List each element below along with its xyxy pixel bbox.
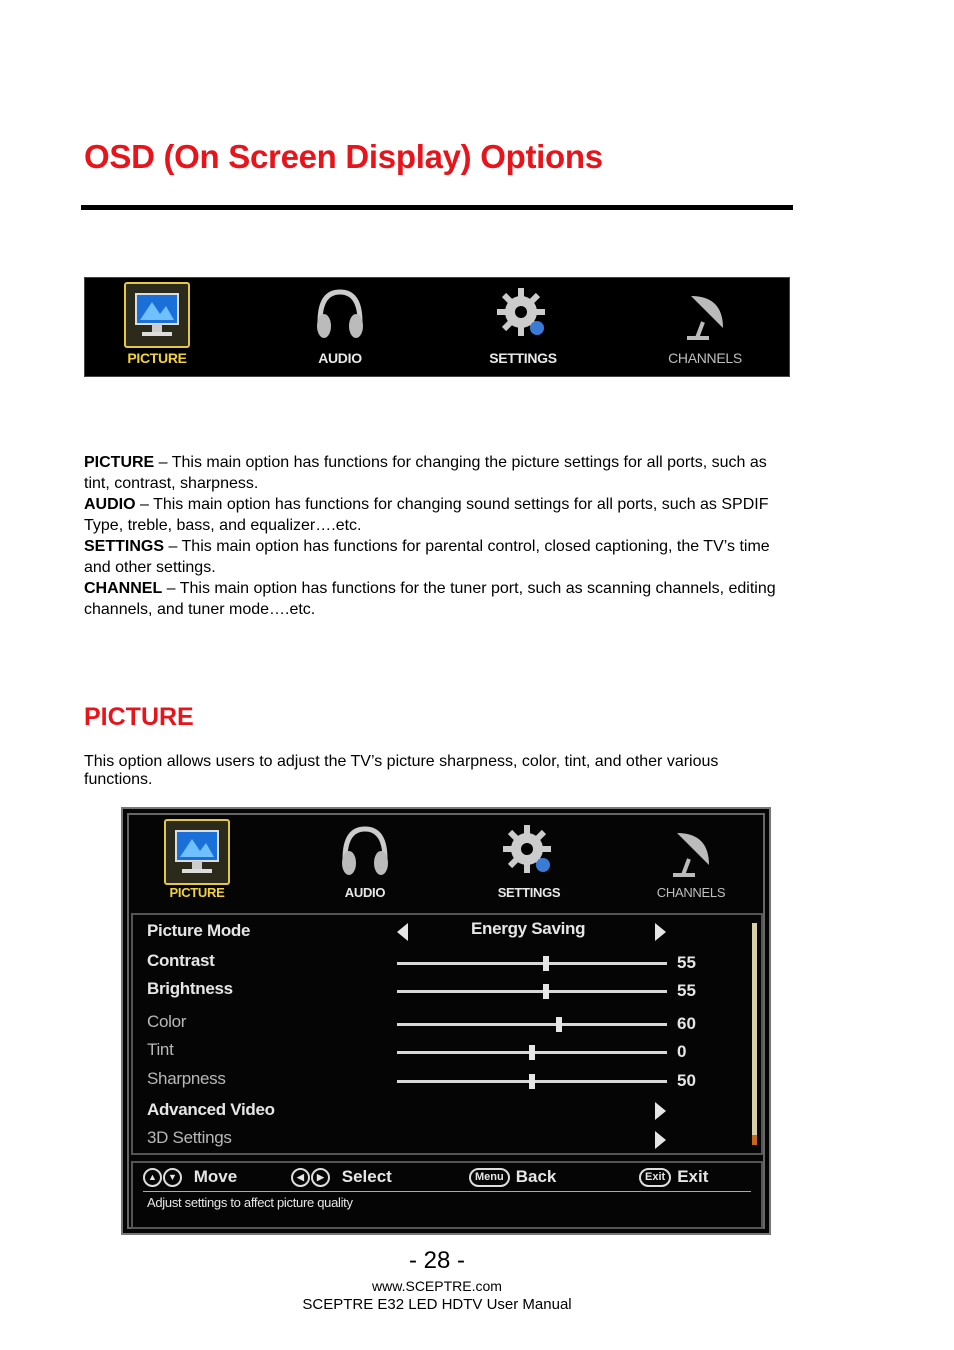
footer-select: ◀ ▶ Select (291, 1167, 392, 1187)
slider-label: Sharpness (147, 1069, 226, 1088)
section-intro: This option allows users to adjust the TV’s picture sharpness, color, tint, and other various functions. (84, 753, 719, 788)
monitor-icon (164, 819, 230, 885)
gear-icon (491, 282, 555, 346)
slider-value: 55 (677, 981, 696, 1000)
slider-label: Tint (147, 1040, 174, 1059)
menu-label-audio: AUDIO (318, 350, 362, 366)
footer-move: ▲ ▼ Move (143, 1167, 237, 1187)
arrow-left-icon[interactable] (397, 923, 408, 941)
slider-value: 0 (677, 1042, 687, 1061)
footer-exit: Exit Exit (639, 1167, 708, 1187)
menu-label-settings: SETTINGS (489, 350, 557, 366)
scrollbar-thumb[interactable] (752, 1135, 757, 1145)
left-key-icon: ◀ (291, 1168, 310, 1187)
headphones-icon (308, 282, 372, 346)
slider-value: 50 (677, 1071, 696, 1090)
screen-menu-label-picture: PICTURE (169, 885, 225, 900)
slider-knob[interactable] (543, 956, 549, 971)
osd-main-menu-bar (84, 277, 790, 377)
screen-menu-label-audio: AUDIO (344, 885, 386, 900)
description-channel: CHANNEL – This main option has functions for the tuner port, such as scanning channels, editing channels, and tuner mode….etc. (84, 580, 776, 618)
menu-key-icon: Menu (469, 1168, 510, 1187)
help-hint: Adjust settings to affect picture quality (147, 1195, 353, 1210)
right-key-icon: ▶ (311, 1168, 330, 1187)
page-number: - 28 - (408, 1247, 465, 1274)
up-key-icon: ▲ (143, 1168, 162, 1187)
menu-item-picture[interactable] (97, 278, 217, 376)
slider-knob[interactable] (529, 1074, 535, 1089)
menu-item-channels[interactable] (645, 278, 765, 376)
down-key-icon: ▼ (163, 1168, 182, 1187)
section-heading-picture: PICTURE (84, 703, 194, 731)
description-audio: AUDIO – This main option has functions for changing sound settings for all ports, such as SPDIF Type, treble, bass, and equalizer….etc. (84, 496, 769, 534)
slider-track[interactable] (397, 1023, 667, 1026)
slider-value: 60 (677, 1014, 696, 1033)
screen-menu-item-channels[interactable] (631, 815, 751, 913)
slider-knob[interactable] (556, 1017, 562, 1032)
slider-track[interactable] (397, 1080, 667, 1083)
screen-menu-bar (129, 815, 763, 910)
description-settings: SETTINGS – This main option has functions for parental control, closed captioning, the TV’s time and other settings. (84, 538, 770, 576)
slider-track[interactable] (397, 962, 667, 965)
picture-menu-screen (121, 807, 771, 1235)
screen-menu-label-channels: CHANNELS (656, 885, 726, 900)
menu-label-picture: PICTURE (127, 350, 187, 366)
option-descriptions (84, 452, 796, 620)
exit-key-icon: Exit (639, 1168, 671, 1187)
monitor-icon (124, 282, 190, 348)
screen-menu-label-settings: SETTINGS (497, 885, 561, 900)
screen-menu-item-audio[interactable] (305, 815, 425, 913)
slider-value: 55 (677, 953, 696, 972)
slider-label: Contrast (147, 951, 215, 970)
menu-item-audio[interactable] (280, 278, 400, 376)
satellite-dish-icon (673, 282, 737, 346)
slider-label: Color (147, 1012, 187, 1031)
footer-divider (143, 1191, 751, 1192)
page-heading: OSD (On Screen Display) Options (84, 138, 603, 175)
slider-track[interactable] (397, 1051, 667, 1054)
key-hint-bar (131, 1161, 763, 1229)
3d-settings-item[interactable]: 3D Settings (147, 1128, 232, 1147)
picture-mode-label: Picture Mode (147, 921, 251, 940)
footer-url: www.SCEPTRE.com (372, 1278, 502, 1294)
arrow-right-icon[interactable] (655, 1131, 666, 1149)
slider-track[interactable] (397, 990, 667, 993)
scrollbar[interactable] (752, 923, 757, 1145)
picture-settings-list (131, 913, 763, 1155)
picture-mode-value[interactable]: Energy Saving (471, 919, 586, 938)
screen-menu-item-picture[interactable] (137, 815, 257, 913)
heading-rule (81, 205, 793, 210)
footer-back: Menu Back (469, 1167, 556, 1187)
satellite-dish-icon (659, 819, 723, 883)
arrow-right-icon[interactable] (655, 923, 666, 941)
description-picture: PICTURE – This main option has functions for changing the picture settings for all ports, such as tint, contrast, sharpness. (84, 454, 767, 492)
slider-knob[interactable] (529, 1045, 535, 1060)
arrow-right-icon[interactable] (655, 1102, 666, 1120)
headphones-icon (333, 819, 397, 883)
gear-icon (497, 819, 561, 883)
menu-label-channels: CHANNELS (668, 350, 742, 366)
screen-menu-item-settings[interactable] (469, 815, 589, 913)
slider-knob[interactable] (543, 984, 549, 999)
footer-manual-title: SCEPTRE E32 LED HDTV User Manual (302, 1296, 572, 1313)
menu-item-settings[interactable] (463, 278, 583, 376)
slider-label: Brightness (147, 979, 233, 998)
advanced-video-item[interactable]: Advanced Video (147, 1100, 275, 1119)
